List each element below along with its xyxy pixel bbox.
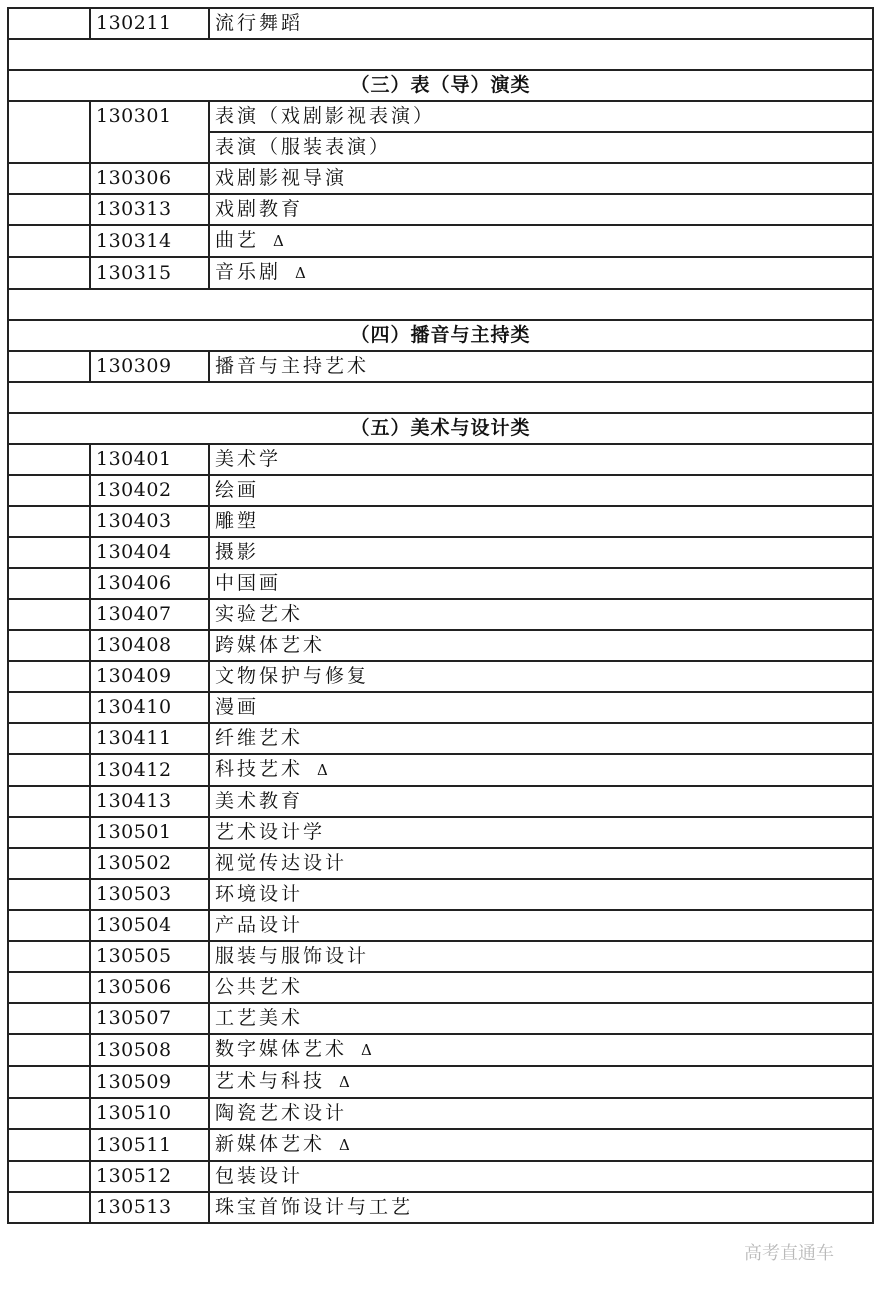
table-row (8, 257, 873, 289)
major-name-cell (209, 1161, 873, 1192)
table-row (8, 599, 873, 630)
major-name: 实验艺术 (215, 603, 304, 625)
major-name: 流行舞蹈 (215, 12, 304, 34)
table-row (8, 879, 873, 910)
major-code: 130512 (90, 1161, 209, 1192)
major-code: 130504 (90, 910, 209, 941)
major-name-cell (209, 475, 873, 506)
index-cell (8, 972, 90, 1003)
table-row (8, 817, 873, 848)
index-cell (8, 1129, 90, 1161)
major-name: 绘画 (215, 479, 260, 501)
major-name: 新媒体艺术 (215, 1133, 326, 1155)
index-cell (8, 848, 90, 879)
major-code: 130409 (90, 661, 209, 692)
table-row (8, 1034, 873, 1066)
major-code: 130408 (90, 630, 209, 661)
major-name: 珠宝首饰设计与工艺 (215, 1196, 414, 1218)
spacer-row (8, 289, 873, 320)
major-name-cell (209, 1003, 873, 1034)
major-name: 陶瓷艺术设计 (215, 1102, 348, 1124)
category-header: （五）美术与设计类 (8, 413, 873, 444)
major-code: 130511 (90, 1129, 209, 1161)
index-cell (8, 1192, 90, 1223)
major-name: 美术学 (215, 448, 282, 470)
watermark: 高考直通车 (744, 1243, 834, 1264)
major-table-body (8, 8, 873, 1223)
major-name: 雕塑 (215, 510, 260, 532)
triangle-mark: Δ (361, 1041, 372, 1059)
major-code: 130505 (90, 941, 209, 972)
major-name-cell (209, 599, 873, 630)
index-cell (8, 879, 90, 910)
index-cell (8, 817, 90, 848)
major-name: 公共艺术 (215, 976, 304, 998)
major-name: 音乐剧 (215, 261, 282, 283)
spacer-row (8, 39, 873, 70)
major-name: 产品设计 (215, 914, 304, 936)
category-header-row (8, 70, 873, 101)
index-cell (8, 194, 90, 225)
index-cell (8, 537, 90, 568)
table-row (8, 506, 873, 537)
major-name: 视觉传达设计 (215, 852, 348, 874)
table-row (8, 351, 873, 382)
table-row (8, 910, 873, 941)
spacer-row (8, 382, 873, 413)
category-header: （三）表（导）演类 (8, 70, 873, 101)
index-cell (8, 1098, 90, 1129)
index-cell (8, 1003, 90, 1034)
index-cell (8, 568, 90, 599)
index-cell (8, 723, 90, 754)
major-name-cell (209, 506, 873, 537)
major-code: 130401 (90, 444, 209, 475)
major-name-cell (209, 661, 873, 692)
table-row (8, 568, 873, 599)
table-row (8, 1192, 873, 1223)
triangle-mark: Δ (273, 232, 284, 250)
index-cell (8, 692, 90, 723)
major-name: 数字媒体艺术 (215, 1038, 348, 1060)
major-name-cell (209, 568, 873, 599)
major-code: 130407 (90, 599, 209, 630)
major-code: 130315 (90, 257, 209, 289)
index-cell (8, 786, 90, 817)
index-cell (8, 1034, 90, 1066)
major-code: 130406 (90, 568, 209, 599)
major-code: 130404 (90, 537, 209, 568)
major-name-cell (209, 910, 873, 941)
index-cell (8, 475, 90, 506)
table-row (8, 941, 873, 972)
major-code: 130507 (90, 1003, 209, 1034)
table-row (8, 1098, 873, 1129)
table-row (8, 163, 873, 194)
major-name-cell (209, 101, 873, 132)
major-code: 130501 (90, 817, 209, 848)
major-name-cell (209, 692, 873, 723)
table-row (8, 101, 873, 132)
major-name: 艺术设计学 (215, 821, 326, 843)
major-name: 表演（戏剧影视表演） (215, 105, 436, 127)
index-cell (8, 257, 90, 289)
major-name: 播音与主持艺术 (215, 355, 370, 377)
category-header-row (8, 320, 873, 351)
table-row (8, 723, 873, 754)
major-code: 130314 (90, 225, 209, 257)
major-name-cell (209, 1098, 873, 1129)
table-row (8, 661, 873, 692)
major-name: 漫画 (215, 696, 260, 718)
major-name: 表演（服装表演） (215, 136, 392, 158)
major-code: 130503 (90, 879, 209, 910)
major-name-cell (209, 848, 873, 879)
table-row (8, 444, 873, 475)
major-name-cell (209, 879, 873, 910)
major-name: 美术教育 (215, 790, 304, 812)
triangle-mark: Δ (339, 1136, 350, 1154)
major-name: 戏剧影视导演 (215, 167, 348, 189)
major-name: 曲艺 (215, 229, 260, 251)
index-cell (8, 661, 90, 692)
major-name: 环境设计 (215, 883, 304, 905)
major-name: 中国画 (215, 572, 282, 594)
index-cell (8, 910, 90, 941)
major-code: 130410 (90, 692, 209, 723)
table-row (8, 754, 873, 786)
major-code: 130313 (90, 194, 209, 225)
major-name-cell (209, 444, 873, 475)
spacer-cell (8, 289, 873, 320)
table-row (8, 475, 873, 506)
major-code: 130502 (90, 848, 209, 879)
major-name: 文物保护与修复 (215, 665, 370, 687)
major-name: 戏剧教育 (215, 198, 304, 220)
major-code: 130309 (90, 351, 209, 382)
category-header-row (8, 413, 873, 444)
major-code: 130301 (90, 101, 209, 163)
major-name-cell (209, 972, 873, 1003)
major-name-cell (209, 1066, 873, 1098)
major-name-cell (209, 1192, 873, 1223)
index-cell (8, 599, 90, 630)
major-name-cell (209, 786, 873, 817)
major-name-cell (209, 630, 873, 661)
index-cell (8, 163, 90, 194)
major-name: 艺术与科技 (215, 1070, 326, 1092)
major-name-cell (209, 194, 873, 225)
table-row (8, 225, 873, 257)
index-cell (8, 351, 90, 382)
major-name-cell (209, 1129, 873, 1161)
major-name-cell (209, 8, 873, 39)
table-row (8, 194, 873, 225)
major-name-cell (209, 537, 873, 568)
index-cell (8, 506, 90, 537)
table-row (8, 692, 873, 723)
major-code: 130510 (90, 1098, 209, 1129)
index-cell (8, 941, 90, 972)
index-cell (8, 1066, 90, 1098)
major-code: 130402 (90, 475, 209, 506)
major-table (7, 7, 874, 1224)
major-name: 科技艺术 (215, 758, 304, 780)
index-cell (8, 8, 90, 39)
major-name: 服装与服饰设计 (215, 945, 370, 967)
index-cell (8, 754, 90, 786)
major-name-cell (209, 754, 873, 786)
spacer-cell (8, 39, 873, 70)
triangle-mark: Δ (295, 264, 306, 282)
table-row (8, 972, 873, 1003)
major-code: 130412 (90, 754, 209, 786)
major-name: 工艺美术 (215, 1007, 304, 1029)
index-cell (8, 1161, 90, 1192)
table-row (8, 1161, 873, 1192)
table-row (8, 1003, 873, 1034)
triangle-mark: Δ (339, 1073, 350, 1091)
major-code: 130509 (90, 1066, 209, 1098)
index-cell (8, 225, 90, 257)
table-row (8, 630, 873, 661)
major-code: 130306 (90, 163, 209, 194)
table-row (8, 786, 873, 817)
major-code: 130506 (90, 972, 209, 1003)
major-code: 130513 (90, 1192, 209, 1223)
major-code: 130403 (90, 506, 209, 537)
major-code: 130413 (90, 786, 209, 817)
major-name-cell (209, 132, 873, 163)
table-row (8, 8, 873, 39)
major-name-cell (209, 163, 873, 194)
major-name-cell (209, 817, 873, 848)
major-name: 跨媒体艺术 (215, 634, 326, 656)
index-cell (8, 101, 90, 163)
table-row (8, 537, 873, 568)
table-row (8, 1129, 873, 1161)
major-name-cell (209, 257, 873, 289)
major-name-cell (209, 941, 873, 972)
major-code: 130508 (90, 1034, 209, 1066)
table-row (8, 848, 873, 879)
major-name-cell (209, 1034, 873, 1066)
major-name-cell (209, 351, 873, 382)
table-row (8, 1066, 873, 1098)
major-name: 包装设计 (215, 1165, 304, 1187)
major-name-cell (209, 723, 873, 754)
triangle-mark: Δ (317, 761, 328, 779)
major-code: 130211 (90, 8, 209, 39)
index-cell (8, 444, 90, 475)
index-cell (8, 630, 90, 661)
major-name-cell (209, 225, 873, 257)
major-name: 纤维艺术 (215, 727, 304, 749)
major-name: 摄影 (215, 541, 260, 563)
spacer-cell (8, 382, 873, 413)
category-header: （四）播音与主持类 (8, 320, 873, 351)
major-code: 130411 (90, 723, 209, 754)
